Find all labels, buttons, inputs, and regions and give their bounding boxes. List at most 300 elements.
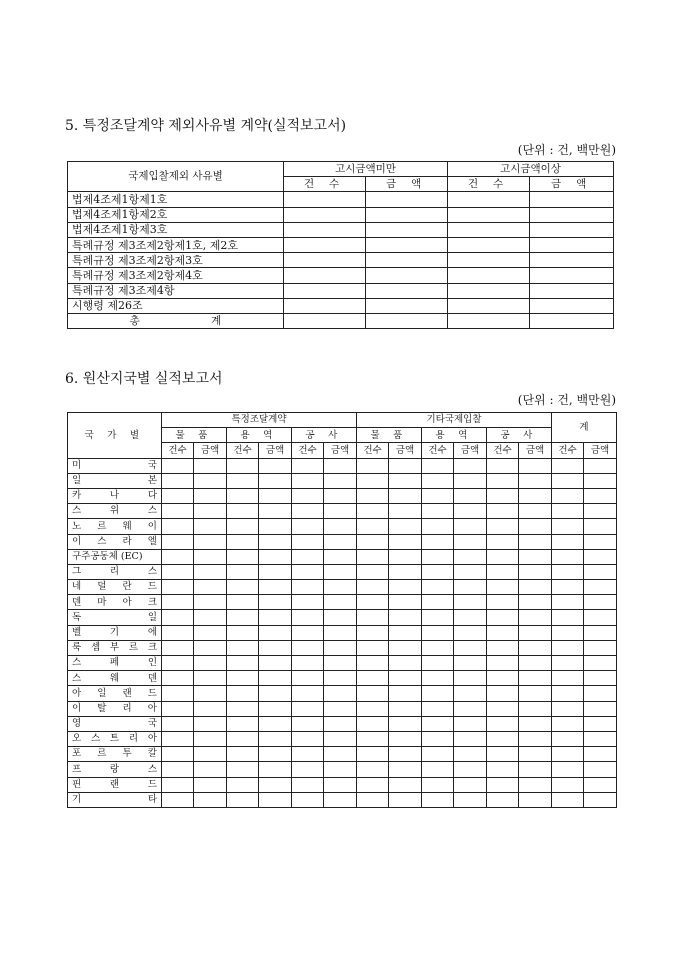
country-name-part: 그	[72, 566, 82, 578]
cell	[194, 747, 227, 762]
cell	[584, 716, 617, 731]
cell	[324, 656, 357, 671]
cell	[422, 549, 454, 564]
cell	[324, 731, 357, 746]
cell	[194, 580, 227, 595]
header-count: 건수	[552, 443, 584, 458]
table-row	[68, 298, 614, 313]
cell	[389, 580, 422, 595]
country-name-part: 리	[122, 702, 132, 714]
cell	[324, 747, 357, 762]
cell	[227, 625, 259, 640]
country-name-part: 노	[72, 520, 82, 532]
cell	[324, 549, 357, 564]
cell	[227, 549, 259, 564]
cell	[519, 519, 552, 534]
country-name	[68, 504, 162, 519]
country-name	[68, 534, 162, 549]
cell	[422, 656, 454, 671]
cell	[194, 504, 227, 519]
country-name-part: 랜	[122, 687, 132, 699]
cell	[584, 686, 617, 701]
cell	[259, 580, 292, 595]
country-name-part: 랜	[109, 778, 120, 790]
country-name-part: 오	[72, 733, 82, 745]
cell	[227, 656, 259, 671]
cell	[162, 716, 194, 731]
cell	[162, 519, 194, 534]
cell	[162, 580, 194, 595]
country-name-part: 일	[72, 475, 82, 487]
cell	[454, 580, 487, 595]
cell	[162, 731, 194, 746]
cell	[422, 716, 454, 731]
exclusion-reason-table	[67, 161, 614, 329]
cell	[194, 701, 227, 716]
table-row	[68, 656, 617, 671]
country-name-part: 스	[72, 505, 82, 517]
country-name	[68, 625, 162, 640]
cell	[227, 792, 259, 807]
cell	[448, 192, 530, 207]
cell	[389, 686, 422, 701]
cell	[366, 313, 448, 328]
cell	[448, 237, 530, 252]
cell	[422, 564, 454, 579]
header-construction: 공 사	[487, 428, 552, 443]
cell	[389, 488, 422, 503]
cell	[162, 595, 194, 610]
cell	[259, 625, 292, 640]
table-row	[68, 625, 617, 640]
cell	[487, 640, 519, 655]
table-row	[68, 549, 617, 564]
cell	[227, 504, 259, 519]
cell	[422, 610, 454, 625]
table-row	[68, 283, 614, 298]
cell	[162, 762, 194, 777]
cell	[552, 564, 584, 579]
cell	[162, 473, 194, 488]
cell	[584, 580, 617, 595]
cell	[519, 564, 552, 579]
cell	[389, 656, 422, 671]
country-name-part: 본	[147, 475, 157, 487]
cell	[292, 731, 324, 746]
cell	[324, 504, 357, 519]
cell	[227, 473, 259, 488]
cell	[324, 488, 357, 503]
country-name-part: 투	[122, 748, 132, 760]
cell	[259, 640, 292, 655]
cell	[357, 762, 389, 777]
cell	[366, 222, 448, 237]
cell	[552, 580, 584, 595]
cell	[519, 640, 552, 655]
cell	[324, 564, 357, 579]
country-name-part: 리	[128, 733, 139, 745]
cell	[448, 253, 530, 268]
country-name	[68, 488, 162, 503]
section5-title: 5. 특정조달계약 제외사유별 계약(실적보고서)	[65, 118, 347, 134]
table-row	[68, 222, 614, 237]
cell	[422, 640, 454, 655]
cell	[324, 610, 357, 625]
table-row	[68, 701, 617, 716]
table-row	[68, 207, 614, 222]
cell	[487, 534, 519, 549]
cell	[389, 534, 422, 549]
cell	[422, 777, 454, 792]
cell	[366, 192, 448, 207]
country-name-part: 크	[147, 596, 157, 608]
country-name-part: 구주공동체 (EC)	[72, 551, 143, 563]
cell	[259, 595, 292, 610]
cell	[162, 458, 194, 473]
cell	[259, 610, 292, 625]
cell	[454, 534, 487, 549]
table-row	[68, 671, 617, 686]
country-name-part: 에	[147, 626, 157, 638]
cell	[584, 640, 617, 655]
cell	[584, 731, 617, 746]
cell	[357, 488, 389, 503]
cell	[292, 625, 324, 640]
country-name-part: 핀	[72, 778, 82, 790]
cell	[422, 625, 454, 640]
cell	[448, 283, 530, 298]
table-row	[68, 747, 617, 762]
cell	[357, 716, 389, 731]
cell	[259, 777, 292, 792]
country-name	[68, 762, 162, 777]
reason-label: 특례규정 제3조제2항제4호	[68, 268, 284, 283]
country-name-part: 탈	[97, 702, 107, 714]
cell	[292, 610, 324, 625]
country-name	[68, 792, 162, 807]
cell	[357, 458, 389, 473]
cell	[389, 731, 422, 746]
cell	[259, 731, 292, 746]
cell	[552, 458, 584, 473]
country-name-part: 나	[109, 490, 120, 502]
country-name-part: 스	[72, 672, 82, 684]
cell	[530, 237, 614, 252]
country-name-part: 이	[147, 520, 157, 532]
cell	[552, 777, 584, 792]
cell	[530, 253, 614, 268]
cell	[519, 580, 552, 595]
cell	[487, 458, 519, 473]
cell	[389, 777, 422, 792]
reason-label: 특례규정 제3조제4항	[68, 283, 284, 298]
cell	[357, 792, 389, 807]
country-name-part: 벨	[72, 626, 82, 638]
cell	[292, 671, 324, 686]
cell	[422, 458, 454, 473]
country-name	[68, 549, 162, 564]
country-name-part: 덴	[72, 596, 82, 608]
table-row	[68, 534, 617, 549]
cell	[162, 671, 194, 686]
cell	[584, 762, 617, 777]
cell	[227, 564, 259, 579]
table-row	[68, 777, 617, 792]
cell	[584, 488, 617, 503]
total-char: 계	[211, 314, 222, 327]
cell	[324, 519, 357, 534]
cell	[357, 777, 389, 792]
cell	[552, 747, 584, 762]
section5-unit: (단위 : 건, 백만원)	[517, 143, 616, 157]
cell	[366, 237, 448, 252]
country-name-part: 덴	[147, 672, 157, 684]
cell	[519, 777, 552, 792]
cell	[259, 686, 292, 701]
cell	[324, 458, 357, 473]
cell	[194, 686, 227, 701]
cell	[389, 747, 422, 762]
header-below-threshold: 고시금액미만	[284, 162, 448, 177]
header-goods: 물 품	[162, 428, 227, 443]
cell	[194, 656, 227, 671]
section6-title: 6. 원산지국별 실적보고서	[65, 371, 223, 387]
cell	[389, 701, 422, 716]
cell	[454, 686, 487, 701]
cell	[454, 762, 487, 777]
header-count: 건수	[292, 443, 324, 458]
cell	[454, 640, 487, 655]
cell	[519, 625, 552, 640]
table-row	[68, 580, 617, 595]
cell	[227, 701, 259, 716]
cell	[519, 610, 552, 625]
cell	[389, 792, 422, 807]
cell	[324, 716, 357, 731]
cell	[530, 207, 614, 222]
cell	[552, 549, 584, 564]
country-name-part: 트	[109, 733, 120, 745]
cell	[519, 473, 552, 488]
cell	[194, 671, 227, 686]
country-name	[68, 686, 162, 701]
cell	[584, 549, 617, 564]
cell	[357, 610, 389, 625]
country-name-part: 스	[72, 657, 82, 669]
cell	[324, 671, 357, 686]
cell	[357, 731, 389, 746]
country-name-part: 웨	[109, 672, 120, 684]
country-name-part: 일	[147, 611, 157, 623]
cell	[324, 473, 357, 488]
cell	[448, 298, 530, 313]
header-amount: 금액	[519, 443, 552, 458]
country-name-part: 드	[147, 581, 157, 593]
cell	[162, 686, 194, 701]
country-name-part: 란	[122, 581, 132, 593]
header-other-international: 기타국제입찰	[357, 413, 552, 428]
cell	[552, 792, 584, 807]
cell	[259, 564, 292, 579]
cell	[324, 625, 357, 640]
country-name-part: 드	[147, 778, 157, 790]
country-name-part: 독	[72, 611, 82, 623]
country-name-part: 드	[147, 687, 157, 699]
cell	[389, 625, 422, 640]
table-row	[68, 595, 617, 610]
cell	[487, 656, 519, 671]
country-name-part: 네	[72, 581, 82, 593]
country-name-part: 라	[122, 535, 132, 547]
cell	[194, 458, 227, 473]
cell	[487, 777, 519, 792]
country-name-part: 미	[72, 459, 82, 471]
cell	[259, 549, 292, 564]
cell	[422, 701, 454, 716]
cell	[227, 580, 259, 595]
cell	[454, 564, 487, 579]
cell	[519, 716, 552, 731]
cell	[324, 640, 357, 655]
country-name-part: 위	[109, 505, 120, 517]
table-row	[68, 473, 617, 488]
cell	[259, 473, 292, 488]
country-name	[68, 595, 162, 610]
cell	[357, 549, 389, 564]
cell	[292, 792, 324, 807]
cell	[454, 549, 487, 564]
cell	[552, 504, 584, 519]
cell	[519, 686, 552, 701]
cell	[292, 473, 324, 488]
table-row	[68, 253, 614, 268]
cell	[227, 519, 259, 534]
country-name	[68, 458, 162, 473]
cell	[194, 625, 227, 640]
country-name-part: 랑	[109, 763, 120, 775]
cell	[584, 701, 617, 716]
cell	[259, 762, 292, 777]
cell	[357, 747, 389, 762]
cell	[389, 549, 422, 564]
cell	[357, 534, 389, 549]
cell	[422, 488, 454, 503]
cell	[194, 549, 227, 564]
cell	[162, 625, 194, 640]
country-name-part: 아	[147, 733, 157, 745]
header-specific-procurement: 특정조달계약	[162, 413, 357, 428]
cell	[454, 625, 487, 640]
cell	[454, 488, 487, 503]
cell	[227, 488, 259, 503]
country-name-part: 이	[72, 535, 82, 547]
country-name-part: 페	[109, 657, 120, 669]
header-count: 건수	[227, 443, 259, 458]
cell	[584, 610, 617, 625]
cell	[284, 237, 366, 252]
cell	[519, 731, 552, 746]
cell	[284, 192, 366, 207]
header-count: 건수	[487, 443, 519, 458]
cell	[389, 473, 422, 488]
table-row	[68, 519, 617, 534]
reason-label: 법제4조제1항제1호	[68, 192, 284, 207]
reason-label: 법제4조제1항제3호	[68, 222, 284, 237]
cell	[422, 504, 454, 519]
cell	[552, 716, 584, 731]
cell	[389, 716, 422, 731]
cell	[454, 671, 487, 686]
cell	[389, 564, 422, 579]
country-name-part: 국	[147, 718, 157, 730]
table-row	[68, 458, 617, 473]
cell	[284, 298, 366, 313]
cell	[292, 716, 324, 731]
cell	[552, 686, 584, 701]
cell	[357, 580, 389, 595]
cell	[259, 792, 292, 807]
cell	[584, 625, 617, 640]
cell	[552, 640, 584, 655]
cell	[422, 534, 454, 549]
cell	[162, 747, 194, 762]
country-name-part: 크	[147, 642, 157, 654]
cell	[584, 747, 617, 762]
cell	[357, 564, 389, 579]
cell	[519, 534, 552, 549]
cell	[194, 731, 227, 746]
cell	[530, 192, 614, 207]
cell	[389, 671, 422, 686]
country-name	[68, 473, 162, 488]
country-name-part: 국	[147, 459, 157, 471]
cell	[487, 610, 519, 625]
cell	[487, 595, 519, 610]
cell	[454, 656, 487, 671]
table-row	[68, 610, 617, 625]
cell	[292, 686, 324, 701]
total-label	[68, 313, 284, 328]
cell	[194, 534, 227, 549]
country-name	[68, 747, 162, 762]
country-name-part: 타	[147, 794, 157, 806]
country-name-part: 기	[72, 794, 82, 806]
cell	[422, 792, 454, 807]
cell	[227, 747, 259, 762]
country-name	[68, 716, 162, 731]
country-name-part: 이	[72, 702, 82, 714]
country-name	[68, 671, 162, 686]
country-name-part: 칼	[147, 748, 157, 760]
cell	[530, 268, 614, 283]
country-name	[68, 519, 162, 534]
country-name-part: 마	[97, 596, 107, 608]
cell	[448, 313, 530, 328]
country-name-part: 아	[147, 702, 157, 714]
cell	[357, 701, 389, 716]
cell	[422, 580, 454, 595]
cell	[292, 564, 324, 579]
cell	[454, 701, 487, 716]
cell	[227, 671, 259, 686]
country-name-part: 인	[147, 657, 157, 669]
cell	[552, 731, 584, 746]
table-row	[68, 488, 617, 503]
cell	[194, 473, 227, 488]
cell	[454, 792, 487, 807]
cell	[162, 656, 194, 671]
cell	[194, 640, 227, 655]
